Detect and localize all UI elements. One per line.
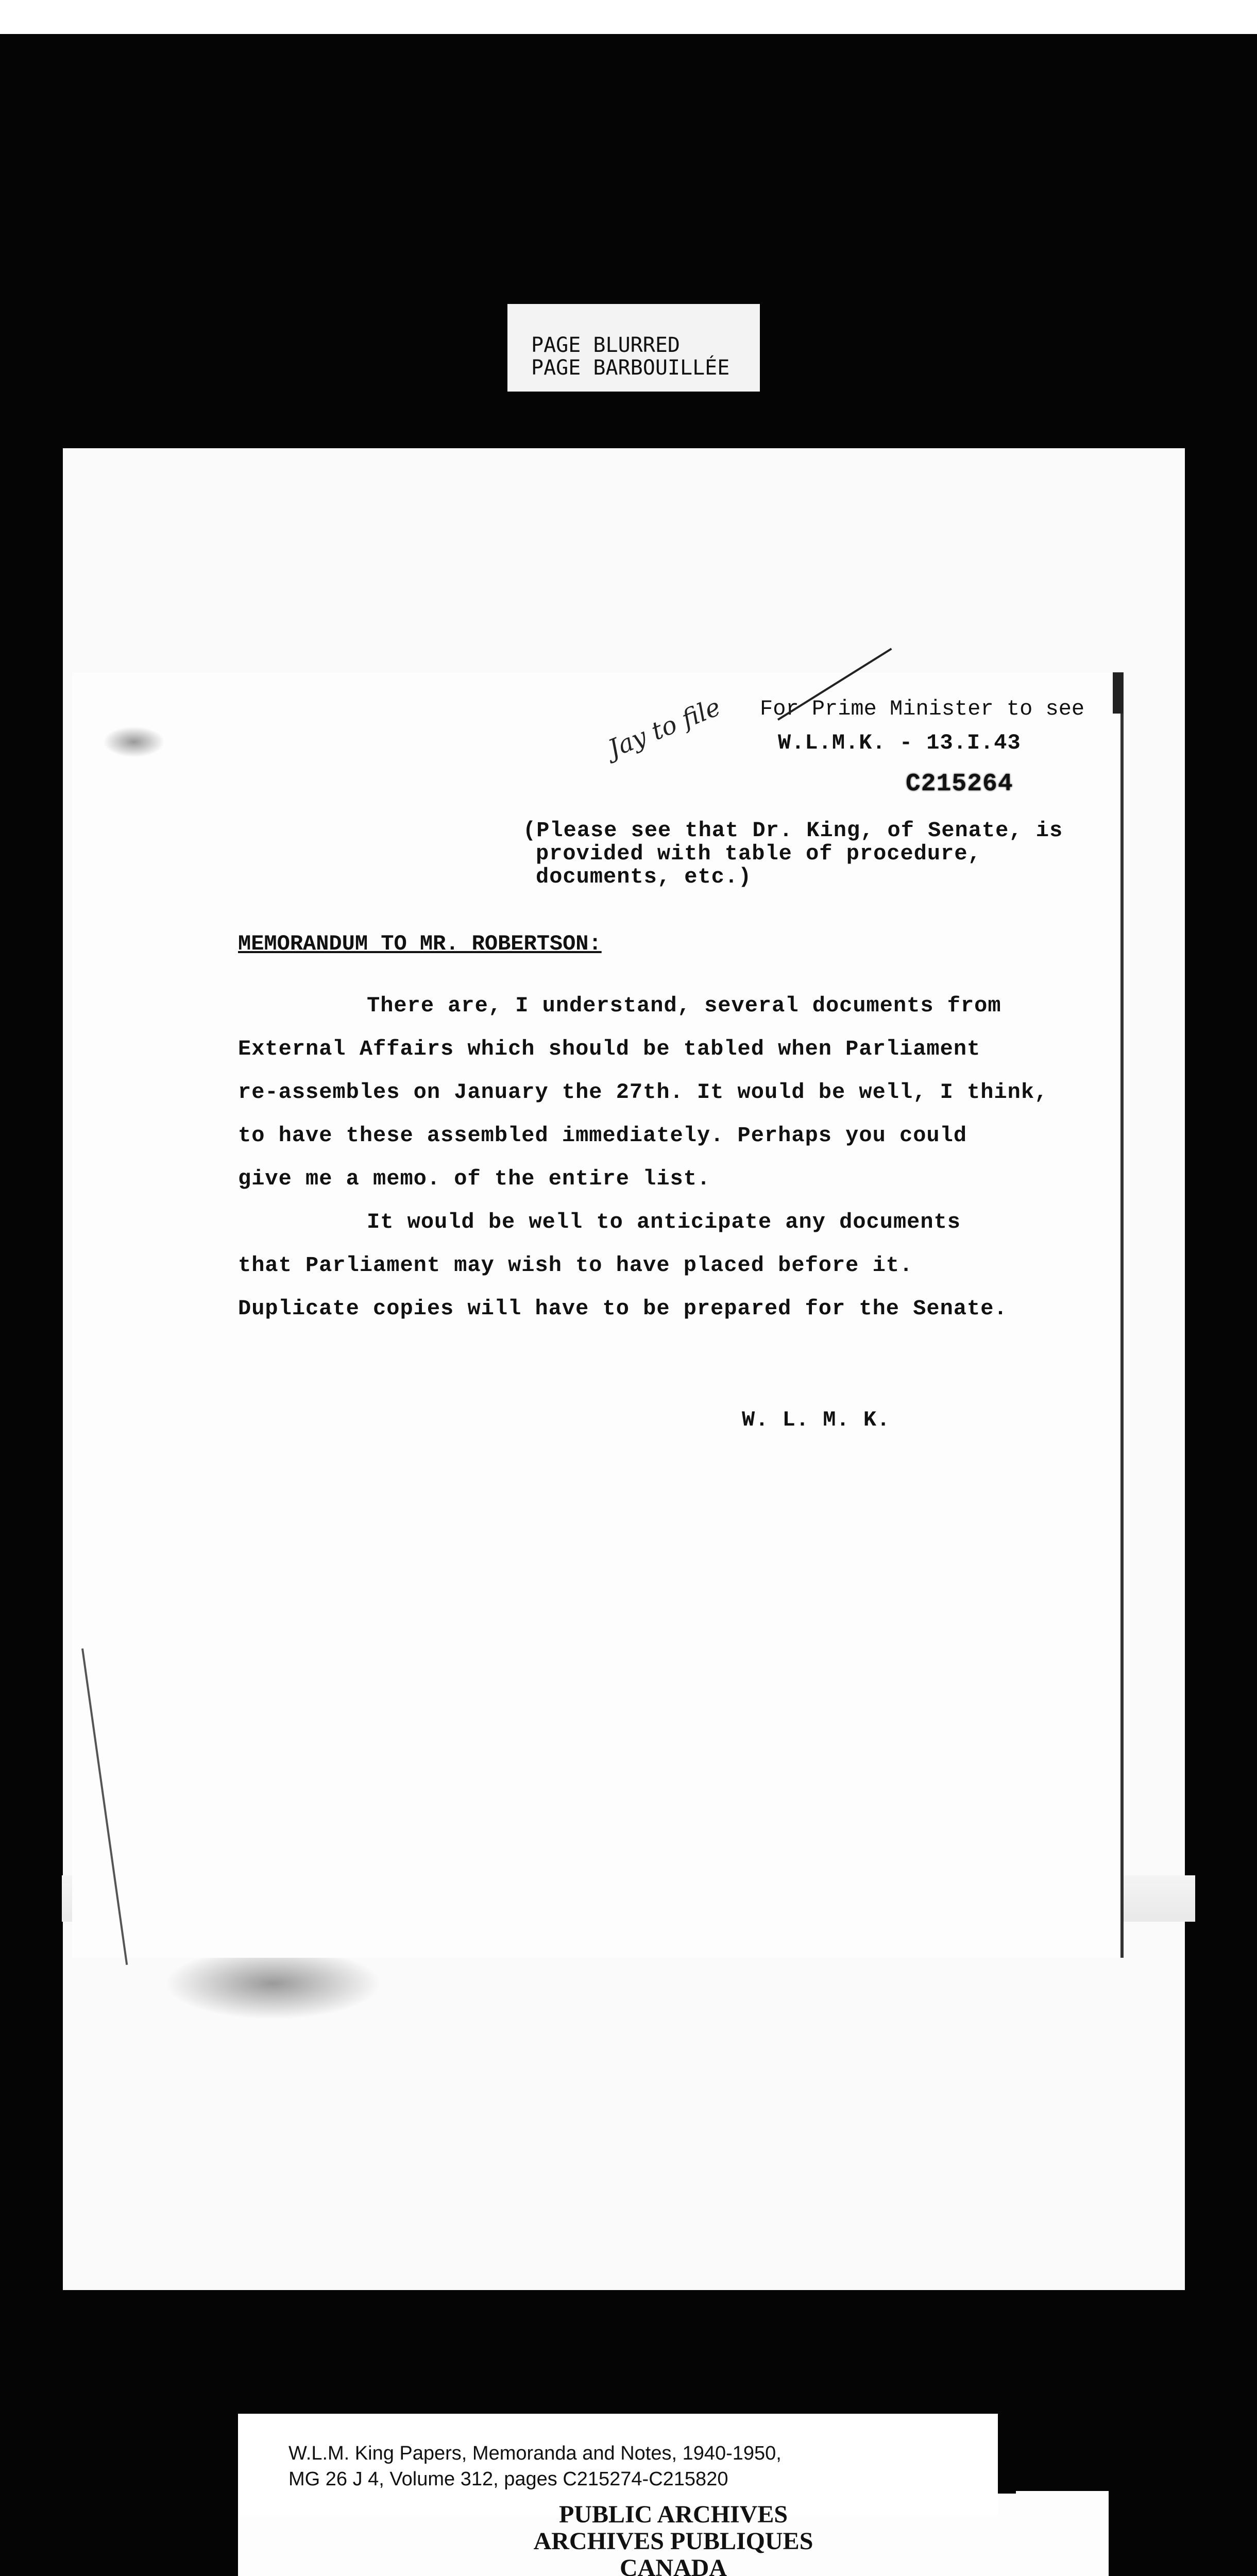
blur-label-line1: PAGE BLURRED: [531, 333, 680, 357]
body-line-8: Duplicate copies will have to be prepared for the Senate.: [238, 1296, 1008, 1321]
citation-line-2: MG 26 J 4, Volume 312, pages C215274-C215820: [288, 2468, 728, 2490]
body-line-3: re-assembles on January the 27th. It would be well, I think,: [238, 1080, 1048, 1105]
top-white-strip: [0, 0, 1257, 34]
sheet-edge-tab: [1113, 672, 1123, 714]
handwritten-note: Jay to file: [604, 692, 725, 764]
page-blurred-label: [507, 304, 760, 392]
body-line-1: There are, I understand, several documents from: [367, 993, 1001, 1018]
body-line-7: that Parliament may wish to have placed before it.: [238, 1253, 913, 1278]
parenthetical-line-3: documents, etc.): [536, 865, 752, 889]
citation-line-1: W.L.M. King Papers, Memoranda and Notes, 1940-1950,: [288, 2443, 782, 2464]
signature-initials: W. L. M. K.: [742, 1408, 891, 1432]
body-line-6: It would be well to anticipate any documents: [367, 1210, 961, 1234]
routing-note: For Prime Minister to see: [760, 697, 1085, 721]
smudge-mark: [165, 1947, 381, 2020]
body-line-2: External Affairs which should be tabled when Parliament: [238, 1037, 981, 1061]
body-line-5: give me a memo. of the entire list.: [238, 1166, 711, 1191]
parenthetical-line-2: provided with table of procedure,: [536, 841, 981, 866]
margin-mark: [103, 726, 165, 757]
archive-line-2: ARCHIVES PUBLIQUES: [533, 2528, 813, 2555]
archive-line-3: CANADA: [620, 2554, 727, 2576]
blur-label-line2: PAGE BARBOUILLÉE: [531, 356, 730, 380]
initials-date: W.L.M.K. - 13.I.43: [778, 731, 1021, 755]
archive-line-1: PUBLIC ARCHIVES: [558, 2501, 788, 2528]
body-line-4: to have these assembled immediately. Perhaps you could: [238, 1123, 967, 1148]
memo-title: MEMORANDUM TO MR. ROBERTSON:: [238, 931, 602, 956]
archive-label: [238, 2501, 1109, 2576]
parenthetical-line-1: (Please see that Dr. King, of Senate, is: [523, 818, 1063, 843]
stamp-code: C215264: [906, 770, 1013, 798]
